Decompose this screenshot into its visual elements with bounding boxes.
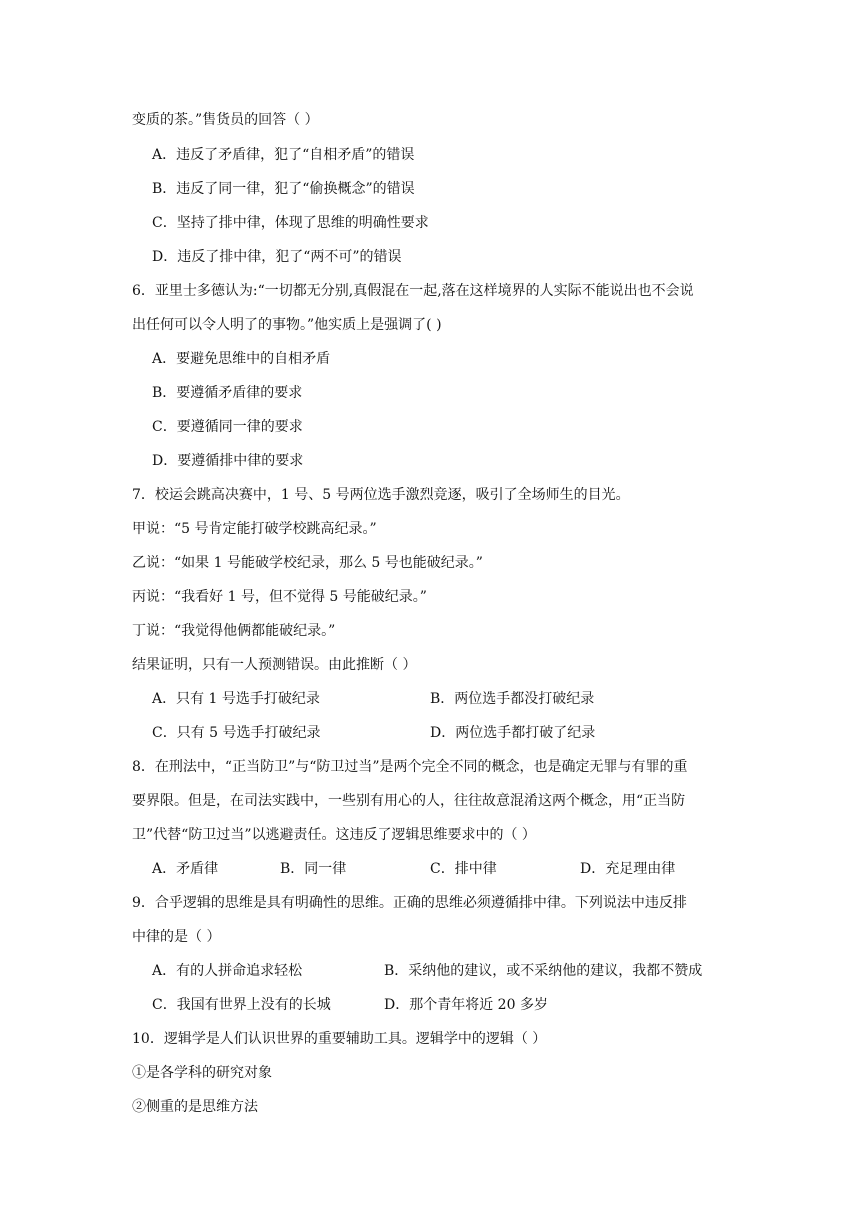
q9-option-d: D．那个青年将近 20 多岁 [384, 997, 548, 1013]
q6-option-d: D．要遵循排中律的要求 [152, 453, 304, 469]
q8-stem-line3: 卫”代替“防卫过当”以逃避责任。这违反了逻辑思维要求中的（ ） [132, 827, 536, 843]
q9-option-b: B．采纳他的建议，或不采纳他的建议，我都不赞成 [384, 963, 703, 979]
q5-option-d: D．违反了排中律，犯了“两不可”的错误 [152, 249, 402, 265]
q6-stem-line2: 出任何可以令人明了的事物。”他实质上是强调了( ) [132, 317, 442, 333]
q7-stem: 7．校运会跳高决赛中，1 号、5 号两位选手激烈竞逐，吸引了全场师生的目光。 [132, 487, 630, 503]
q8-option-a: A．矛盾律 [152, 861, 219, 877]
q8-stem-line2: 要界限。但是，在司法实践中，一些别有用心的人，往往故意混淆这两个概念，用“正当防 [132, 793, 686, 809]
q9-stem-line2: 中律的是（ ） [132, 929, 221, 945]
q8-option-b: B．同一律 [280, 861, 347, 877]
q6-stem-line1: 6．亚里士多德认为:“一切都无分别,真假混在一起,落在这样境界的人实际不能说出也不会说 [132, 283, 694, 299]
q9-option-c: C．我国有世界上没有的长城 [152, 997, 331, 1013]
q5-stem-end: 变质的茶。”售货员的回答（ ） [132, 112, 319, 128]
q10-statement-2: ②侧重的是思维方法 [132, 1099, 258, 1115]
q6-option-b: B．要遵循矛盾律的要求 [152, 385, 303, 401]
q7-option-a: A．只有 1 号选手打破纪录 [152, 691, 320, 707]
q7-question: 结果证明，只有一人预测错误。由此推断（ ） [132, 657, 417, 673]
q7-statement-bing: 丙说：“我看好 1 号，但不觉得 5 号能破纪录。” [132, 589, 427, 605]
q7-statement-ding: 丁说：“我觉得他俩都能破纪录。” [132, 623, 336, 639]
q9-stem-line1: 9．合乎逻辑的思维是具有明确性的思维。正确的思维必须遵循排中律。下列说法中违反排 [132, 895, 687, 911]
q7-option-b: B．两位选手都没打破纪录 [430, 691, 595, 707]
q10-stem: 10．逻辑学是人们认识世界的重要辅助工具。逻辑学中的逻辑（ ） [132, 1031, 547, 1047]
q6-option-a: A．要避免思维中的自相矛盾 [152, 351, 331, 367]
q5-option-a: A．违反了矛盾律，犯了“自相矛盾”的错误 [152, 147, 415, 163]
q5-option-b: B．违反了同一律，犯了“偷换概念”的错误 [152, 181, 415, 197]
q8-stem-line1: 8．在刑法中，“正当防卫”与“防卫过当”是两个完全不同的概念，也是确定无罪与有罪的重 [132, 759, 688, 775]
q10-statement-1: ①是各学科的研究对象 [132, 1065, 272, 1081]
q8-option-c: C．排中律 [430, 861, 497, 877]
q6-option-c: C．要遵循同一律的要求 [152, 419, 303, 435]
q5-option-c: C．坚持了排中律，体现了思维的明确性要求 [152, 215, 429, 231]
q7-statement-jia: 甲说：“5 号肯定能打破学校跳高纪录。” [132, 521, 377, 537]
q7-statement-yi: 乙说：“如果 1 号能破学校纪录，那么 5 号也能破纪录。” [132, 555, 483, 571]
q7-option-c: C．只有 5 号选手打破纪录 [152, 725, 321, 741]
q8-option-d: D．充足理由律 [580, 861, 676, 877]
q9-option-a: A．有的人拼命追求轻松 [152, 963, 303, 979]
q7-option-d: D．两位选手都打破了纪录 [430, 725, 596, 741]
